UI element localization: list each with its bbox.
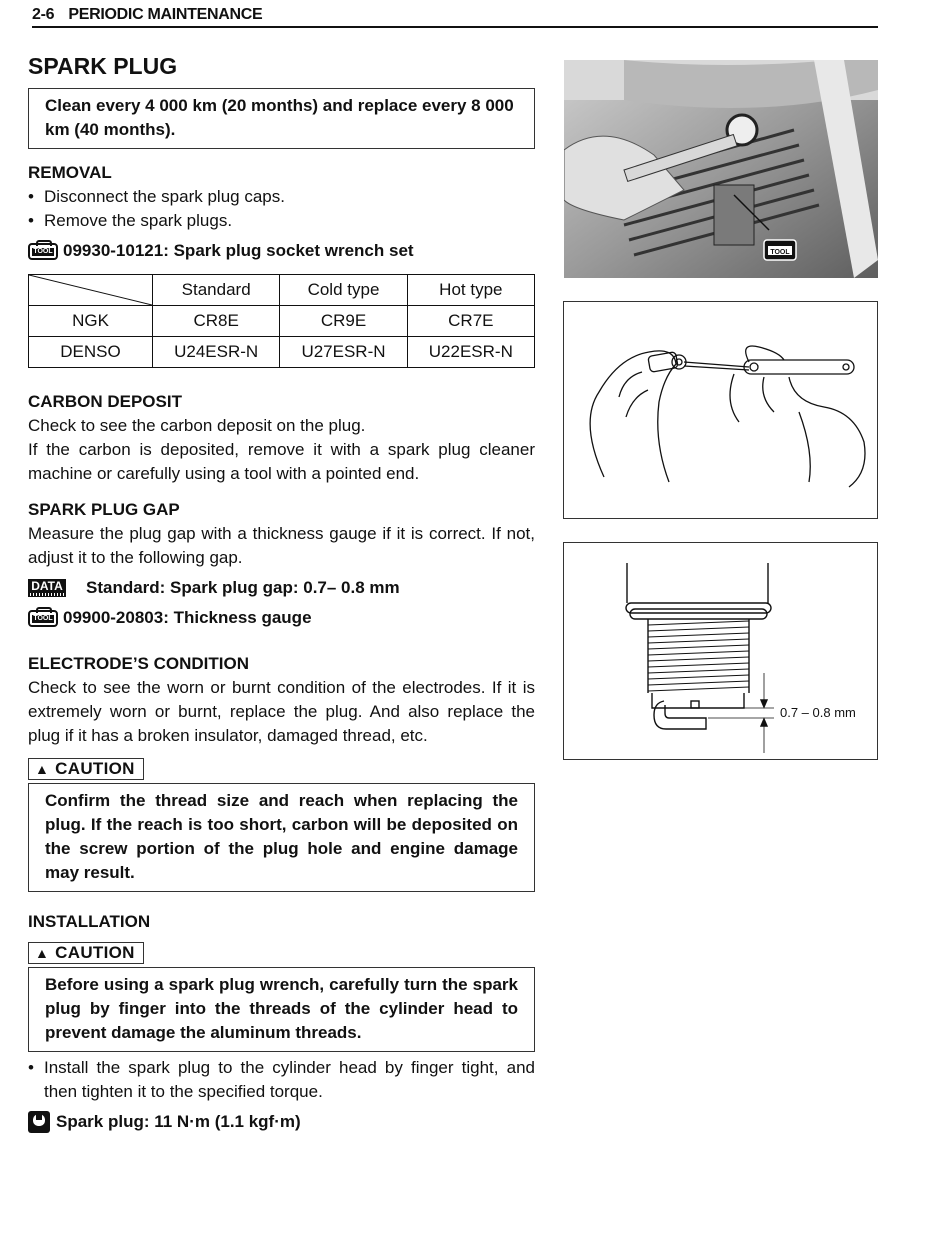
gap-dimension-label: 0.7 – 0.8 mm: [780, 705, 856, 720]
caution-box: Confirm the thread size and reach when replacing the plug. If the reach is too short, carbon will be deposited on the screw portion of the plug hole and engine damage may result.: [28, 783, 535, 892]
table-row: [29, 337, 535, 368]
diagonal-line-icon: [29, 275, 152, 305]
table-cell: CR9E: [280, 306, 407, 337]
section-title: PERIODIC MAINTENANCE: [68, 6, 263, 23]
electrode-heading: ELECTRODE’S CONDITION: [28, 654, 250, 673]
torque-wrench-icon: [28, 1111, 50, 1133]
page-header: [32, 4, 878, 28]
installation-heading: INSTALLATION: [28, 912, 151, 931]
carbon-text-2: If the carbon is deposited, remove it with a spark plug cleaner machine or carefully using a tool with a pointed end.: [28, 440, 535, 483]
warning-triangle-icon: ▲: [35, 761, 50, 777]
table-cell: U27ESR-N: [280, 337, 407, 368]
torque-line: [28, 1110, 535, 1134]
gap-diagram: [563, 542, 878, 760]
spark-plug-table: [28, 274, 535, 368]
removal-steps: [28, 185, 535, 233]
svg-text:TOOL: TOOL: [770, 249, 790, 256]
list-item: • Remove the spark plugs.: [28, 209, 535, 233]
table-cell: CR8E: [153, 306, 280, 337]
warning-triangle-icon: ▲: [35, 945, 50, 961]
carbon-heading: CARBON DEPOSIT: [28, 392, 182, 411]
table-header: Cold type: [280, 275, 407, 306]
table-corner-cell: [29, 275, 153, 306]
table-row: [29, 306, 535, 337]
gauge-illustration: [563, 301, 878, 519]
caution-label: ▲ CAUTION: [28, 758, 144, 780]
table-brand: DENSO: [29, 337, 153, 368]
caution-label: ▲ CAUTION: [28, 942, 144, 964]
gap-tool-ref: 09900-20803: Thickness gauge: [63, 608, 312, 627]
gap-heading: SPARK PLUG GAP: [28, 500, 180, 519]
data-icon: DATA: [28, 579, 66, 597]
list-item: • Disconnect the spark plug caps.: [28, 185, 535, 209]
engine-photo: [564, 60, 878, 278]
main-column: [28, 52, 535, 1134]
table-cell: CR7E: [407, 306, 534, 337]
removal-tool-line: [28, 239, 535, 263]
gap-standard: Standard: Spark plug gap: 0.7– 0.8 mm: [86, 578, 400, 597]
gap-tool-line: [28, 606, 535, 630]
gap-standard-line: [28, 576, 535, 600]
gap-text: Measure the plug gap with a thickness gauge if it is correct. If not, adjust it to the following gap.: [28, 524, 535, 567]
torque-spec: Spark plug: 11 N·m (1.1 kgf·m): [56, 1112, 301, 1131]
list-item: • Install the spark plug to the cylinder head by finger tight, and then tighten it to the specified torque.: [28, 1056, 535, 1104]
tool-icon: TOOL: [28, 243, 58, 260]
removal-heading: REMOVAL: [28, 163, 112, 182]
interval-note: Clean every 4 000 km (20 months) and replace every 8 000 km (40 months).: [28, 88, 535, 149]
installation-steps: [28, 1056, 535, 1104]
table-cell: U22ESR-N: [407, 337, 534, 368]
electrode-text: Check to see the worn or burnt condition of the electrodes. If it is extremely worn or burnt, replace the plug. And also replace the plug if it has a broken insulator, damaged thread, etc.: [28, 678, 535, 745]
page-title: SPARK PLUG: [28, 53, 178, 79]
table-brand: NGK: [29, 306, 153, 337]
caution-box: Before using a spark plug wrench, carefully turn the spark plug by finger into the threads of the cylinder head to prevent damage the aluminum threads.: [28, 967, 535, 1052]
carbon-text-1: Check to see the carbon deposit on the plug.: [28, 416, 366, 435]
tool-icon: TOOL: [28, 610, 58, 627]
table-header: Hot type: [407, 275, 534, 306]
page-number: 2-6: [32, 6, 55, 23]
table-cell: U24ESR-N: [153, 337, 280, 368]
removal-tool-ref: 09930-10121: Spark plug socket wrench set: [63, 241, 414, 260]
table-header-row: [29, 275, 535, 306]
table-header: Standard: [153, 275, 280, 306]
